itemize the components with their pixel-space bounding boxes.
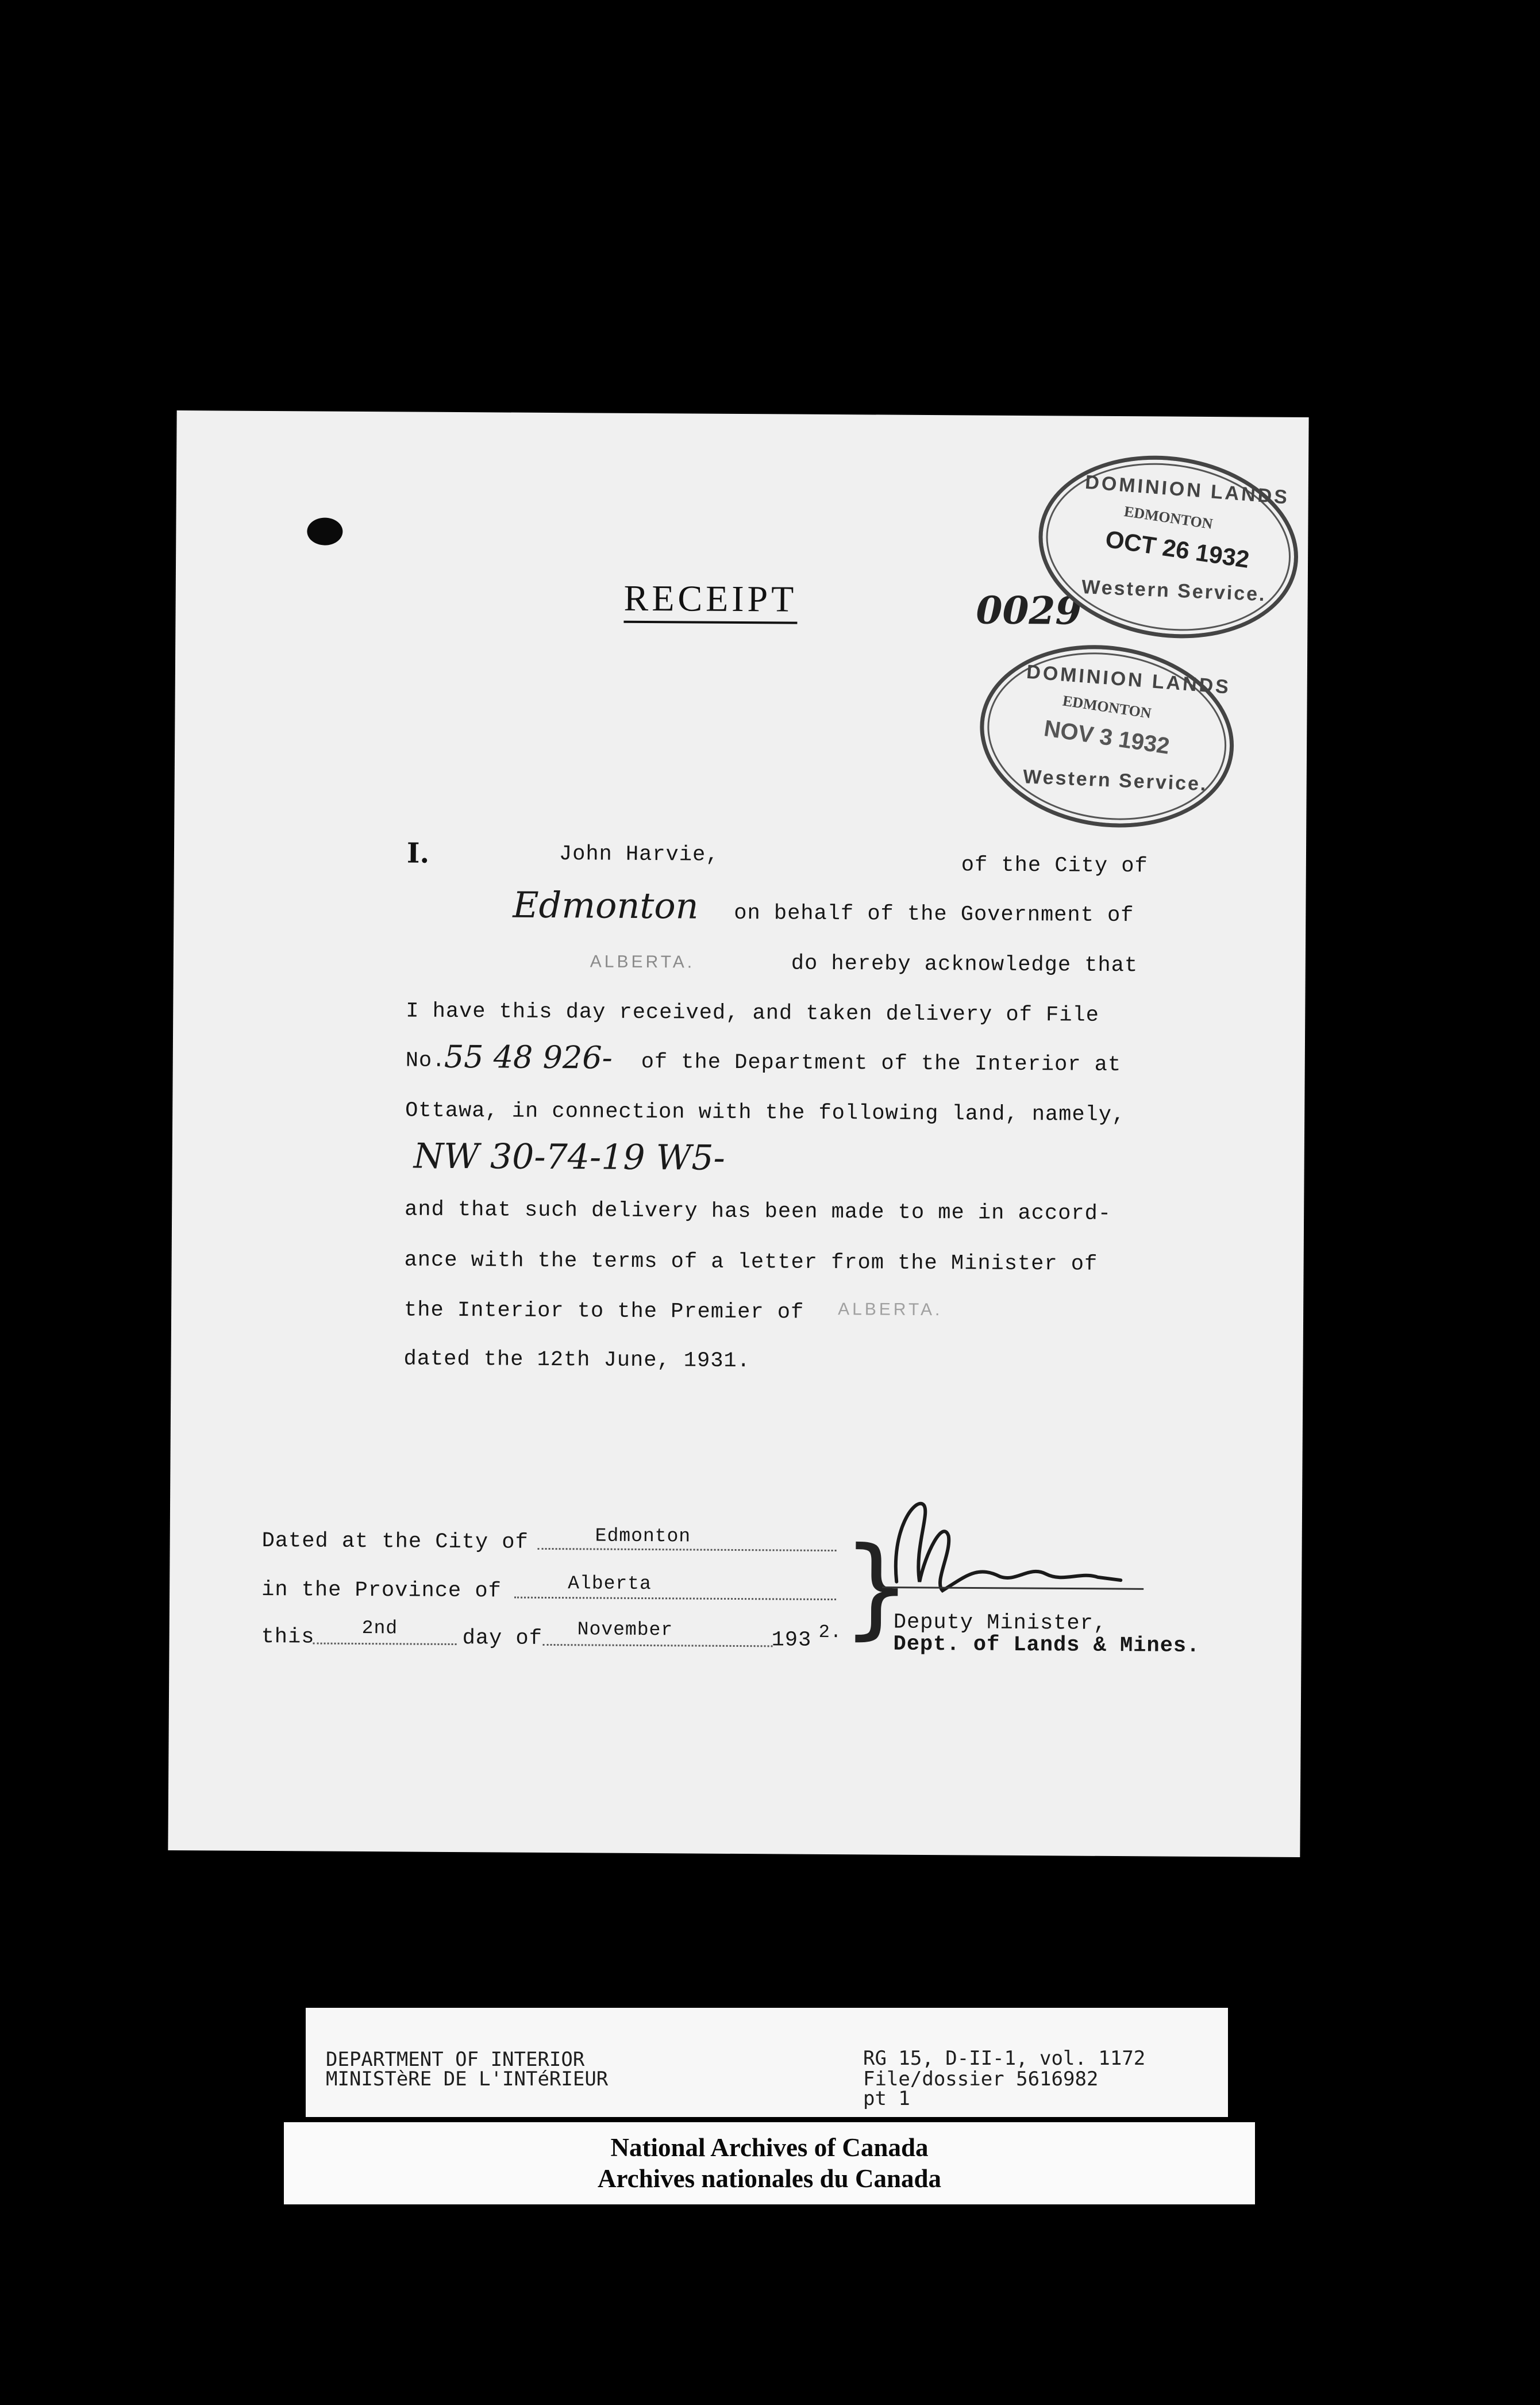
dated-at-line (538, 1548, 837, 1551)
rg-reference: RG 15, D-II-1, vol. 1172 (863, 2047, 1146, 2070)
stamp-top-text: DOMINION LANDS (1025, 660, 1232, 698)
brace: } (841, 1523, 912, 1651)
stamp-date-text: NOV 3 1932 (1042, 716, 1172, 759)
signature (879, 1496, 1150, 1612)
year-suffix: 2. (818, 1621, 842, 1643)
dept-fr: MINISTèRE DE L'INTéRIEUR (326, 2068, 609, 2091)
day-of-label: day of (462, 1626, 542, 1651)
day-line (313, 1642, 457, 1645)
province-typed-2: ALBERTA. (838, 1300, 943, 1320)
province-label: in the Province of (261, 1577, 502, 1604)
signatory-title-2: Dept. of Lands & Mines. (893, 1632, 1200, 1658)
handwritten-city: Edmonton (513, 883, 699, 927)
province-typed-1: ALBERTA. (590, 952, 695, 972)
acknowledge-text: do hereby acknowledge that (791, 951, 1138, 978)
dept-en: DEPARTMENT OF INTERIOR (326, 2048, 585, 2071)
line-ottawa: Ottawa, in connection with the following land, namely, (405, 1098, 1126, 1128)
recipient-name: John Harvie, (559, 842, 719, 867)
this-label: this (261, 1624, 315, 1650)
behalf-text: on behalf of the Government of (734, 901, 1134, 928)
archives-banner (284, 2122, 1255, 2204)
archives-name-fr: Archives nationales du Canada (597, 2164, 942, 2193)
initial-letter: I. (406, 837, 430, 870)
file-mark: 0029 (976, 587, 1082, 633)
file-no-prefix: No. (405, 1048, 446, 1073)
file-dossier: File/dossier 5616982 (863, 2068, 1099, 2091)
stamp-city-text: EDMONTON (1061, 692, 1153, 722)
document-title: RECEIPT (623, 577, 797, 624)
month-value: November (577, 1619, 673, 1641)
province-value: Alberta (568, 1573, 652, 1595)
province-line (514, 1597, 836, 1600)
handwritten-land: NW 30-74-19 W5- (413, 1136, 725, 1178)
line-department: of the Department of the Interior at (641, 1050, 1122, 1078)
line-delivery-2: ance with the terms of a letter from the Minister of (404, 1248, 1098, 1277)
dated-at-value: Edmonton (595, 1525, 691, 1547)
line-delivery-1: and that such delivery has been made to me in accord- (405, 1197, 1112, 1226)
dated-at-label: Dated at the City of (261, 1528, 529, 1555)
archives-name-en: National Archives of Canada (610, 2133, 929, 2162)
year-prefix: 193 (771, 1628, 812, 1653)
day-value: 2nd (361, 1618, 398, 1639)
signatory-title-1: Deputy Minister, (893, 1610, 1107, 1636)
dominion-lands-stamp-2 (968, 628, 1246, 844)
archive-reference-label (306, 2008, 1228, 2117)
handwritten-file-no: 55 48 926- (444, 1038, 613, 1076)
month-line (543, 1644, 773, 1647)
stamp-city-text: EDMONTON (1123, 502, 1214, 533)
line-dated: dated the 12th June, 1931. (403, 1347, 751, 1374)
stamp-bottom-text: Western Service. (1081, 576, 1267, 606)
line-received: I have this day received, and taken delivery of File (406, 999, 1099, 1028)
stamp-date-text: OCT 26 1932 (1103, 525, 1252, 573)
ink-spot (307, 517, 342, 545)
part-number: pt 1 (863, 2087, 910, 2110)
stamp-bottom-text: Western Service. (1022, 766, 1208, 796)
stamp-top-text: DOMINION LANDS (1084, 471, 1291, 509)
receipt-document (168, 410, 1308, 1857)
city-prefix: of the City of (961, 853, 1148, 879)
line-interior: the Interior to the Premier of (403, 1298, 804, 1325)
